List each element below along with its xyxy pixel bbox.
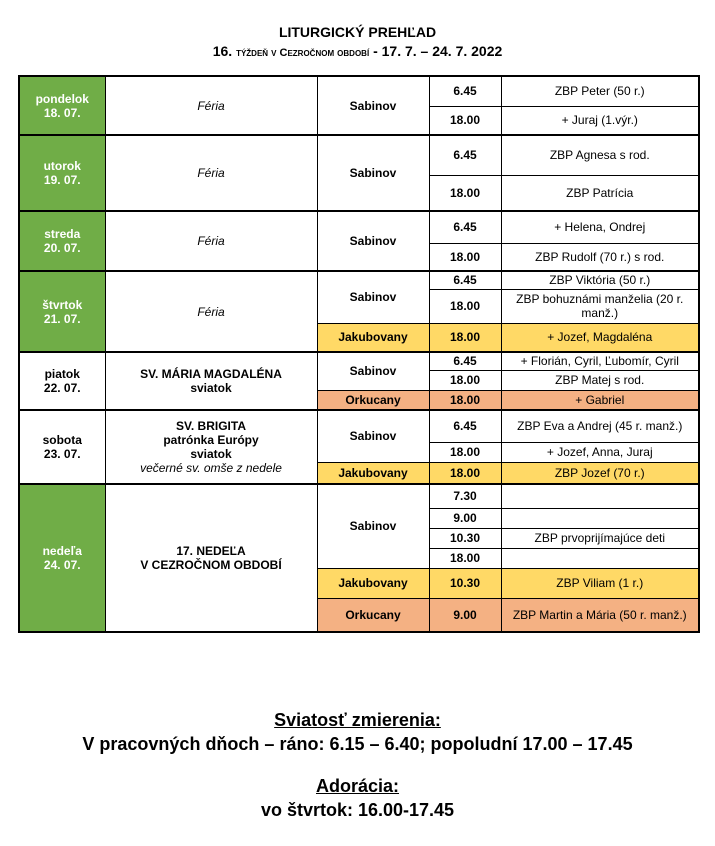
place-cell: Sabinov [317,410,429,462]
date-range: - 17. 7. – 24. 7. 2022 [369,43,503,59]
time-cell: 18.00 [429,370,501,390]
day-cell-tuesday: utorok 19. 07. [19,135,105,211]
feast-cell: Féria [105,211,317,271]
place-cell: Sabinov [317,352,429,390]
place-cell: Orkucany [317,598,429,632]
place-cell: Jakubovany [317,568,429,598]
intention-cell: + Juraj (1.výr.) [501,106,699,135]
time-cell: 6.45 [429,410,501,442]
time-cell: 18.00 [429,106,501,135]
time-cell: 18.00 [429,289,501,323]
day-cell-sunday: nedeľa 24. 07. [19,484,105,632]
feast-cell: 17. NEDEĽA V CEZROČNOM OBDOBÍ [105,484,317,632]
time-cell: 18.00 [429,390,501,410]
confession-title: Sviatosť zmierenia: [274,710,441,730]
feast-cell: SV. MÁRIA MAGDALÉNA sviatok [105,352,317,410]
time-cell: 18.00 [429,323,501,352]
time-cell: 10.30 [429,568,501,598]
feast-cell: Féria [105,271,317,352]
adoration-title: Adorácia: [315,776,400,796]
intention-cell [501,548,699,568]
place-cell: Orkucany [317,390,429,410]
intention-cell: ZBP Matej s rod. [501,370,699,390]
place-cell: Sabinov [317,76,429,135]
page-subtitle [0,43,715,59]
week-label: týždeň v Cezročnom období [236,47,370,59]
table-row [19,271,699,289]
page-title: LITURGICKÝ PREHĽAD [278,24,437,40]
intention-cell: ZBP Eva a Andrej (45 r. manž.) [501,410,699,442]
time-cell: 18.00 [429,243,501,271]
intention-cell: ZBP Peter (50 r.) [501,76,699,106]
place-cell: Jakubovany [317,462,429,484]
adoration-hours: vo štvrtok: 16.00-17.45 [260,800,455,820]
schedule-table [18,75,700,633]
place-cell: Sabinov [317,135,429,211]
intention-cell: + Jozef, Magdaléna [501,323,699,352]
feast-cell: SV. BRIGITA patrónka Európy sviatok večerné sv. omše z nedele [105,410,317,484]
intention-cell: ZBP prvoprijímajúce deti [501,528,699,548]
time-cell: 6.45 [429,135,501,175]
time-cell: 18.00 [429,175,501,211]
intention-cell: + Gabriel [501,390,699,410]
confession-hours: V pracovných dňoch – ráno: 6.15 – 6.40; popoludní 17.00 – 17.45 [82,734,633,754]
table-row [19,211,699,243]
time-cell: 18.00 [429,442,501,462]
time-cell: 18.00 [429,548,501,568]
time-cell: 6.45 [429,271,501,289]
time-cell: 10.30 [429,528,501,548]
day-cell-monday: pondelok 18. 07. [19,76,105,135]
feast-cell: Féria [105,135,317,211]
time-cell: 6.45 [429,76,501,106]
table-row [19,135,699,175]
intention-cell: ZBP Jozef (70 r.) [501,462,699,484]
table-row [19,484,699,508]
intention-cell: ZBP bohuznámi manželia (20 r. manž.) [501,289,699,323]
week-number: 16. [212,43,237,59]
time-cell: 9.00 [429,508,501,528]
day-cell-saturday: sobota 23. 07. [19,410,105,484]
intention-cell: + Helena, Ondrej [501,211,699,243]
intention-cell: ZBP Patrícia [501,175,699,211]
place-cell: Sabinov [317,484,429,568]
feast-cell: Féria [105,76,317,135]
time-cell: 18.00 [429,462,501,484]
time-cell: 9.00 [429,598,501,632]
day-cell-friday: piatok 22. 07. [19,352,105,410]
table-row [19,352,699,370]
time-cell: 6.45 [429,211,501,243]
time-cell: 7.30 [429,484,501,508]
table-row [19,76,699,106]
intention-cell: ZBP Viliam (1 r.) [501,568,699,598]
intention-cell: ZBP Agnesa s rod. [501,135,699,175]
day-cell-thursday: štvrtok 21. 07. [19,271,105,352]
table-row [19,410,699,442]
place-cell: Sabinov [317,211,429,271]
intention-cell: + Florián, Cyril, Ľubomír, Cyril [501,352,699,370]
place-cell: Jakubovany [317,323,429,352]
intention-cell [501,484,699,508]
intention-cell: + Jozef, Anna, Juraj [501,442,699,462]
intention-cell: ZBP Viktória (50 r.) [501,271,699,289]
day-cell-wednesday: streda 20. 07. [19,211,105,271]
intention-cell [501,508,699,528]
time-cell: 6.45 [429,352,501,370]
intention-cell: ZBP Rudolf (70 r.) s rod. [501,243,699,271]
intention-cell: ZBP Martin a Mária (50 r. manž.) [501,598,699,632]
place-cell: Sabinov [317,271,429,323]
